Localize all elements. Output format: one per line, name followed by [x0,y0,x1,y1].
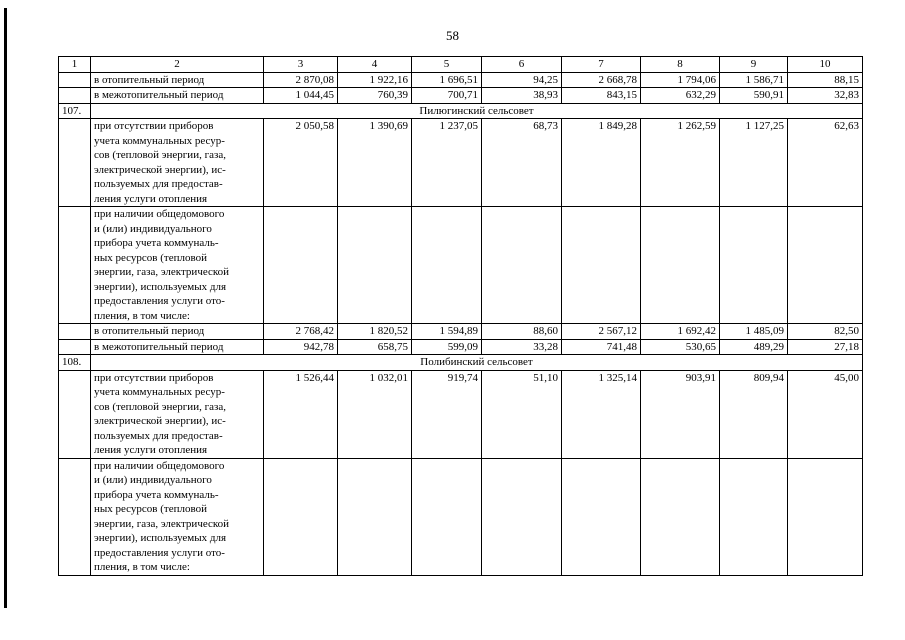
value-cell: 2 870,08 [264,72,338,88]
row-number [59,119,91,207]
value-cell: 843,15 [562,88,641,104]
row-number: 108. [59,355,91,371]
value-cell: 1 696,51 [412,72,482,88]
row-number: 107. [59,103,91,119]
value-cell [338,207,412,324]
value-cell [788,458,863,575]
header-cell: 7 [562,57,641,73]
value-cell: 88,15 [788,72,863,88]
value-cell [482,458,562,575]
table-row [59,207,863,324]
margin-bar [4,8,7,608]
value-cell: 489,29 [720,339,788,355]
value-cell: 658,75 [338,339,412,355]
header-cell: 5 [412,57,482,73]
header-cell: 9 [720,57,788,73]
value-cell: 1 390,69 [338,119,412,207]
header-cell: 1 [59,57,91,73]
table-row [59,324,863,340]
page-number: 58 [446,28,459,43]
value-cell: 1 526,44 [264,370,338,458]
row-label: при отсутствии приборов учета коммунальных ресур- сов (тепловой энергии, газа, электрической энергии), ис- пользуемых для предостав- ления услуги отопления [91,119,264,207]
value-cell: 82,50 [788,324,863,340]
header-cell: 6 [482,57,562,73]
value-cell: 632,29 [641,88,720,104]
value-cell [482,207,562,324]
value-cell [641,458,720,575]
value-cell: 1 032,01 [338,370,412,458]
value-cell: 2 768,42 [264,324,338,340]
value-cell: 599,09 [412,339,482,355]
value-cell [720,207,788,324]
value-cell: 809,94 [720,370,788,458]
row-label: при наличии общедомового и (или) индивидуального прибора учета коммуналь- ных ресурсов (тепловой энергии, газа, электрической энергии), используемых для предоставления услуги ото- пления, в том числе: [91,458,264,575]
value-cell: 51,10 [482,370,562,458]
header-cell: 10 [788,57,863,73]
value-cell: 1 692,42 [641,324,720,340]
row-number [59,207,91,324]
value-cell: 1 485,09 [720,324,788,340]
section-row [59,103,863,119]
value-cell: 68,73 [482,119,562,207]
value-cell: 2 668,78 [562,72,641,88]
value-cell: 1 922,16 [338,72,412,88]
value-cell [412,207,482,324]
header-cell: 8 [641,57,720,73]
row-label: при отсутствии приборов учета коммунальных ресур- сов (тепловой энергии, газа, электрической энергии), ис- пользуемых для предостав- ления услуги отопления [91,370,264,458]
table-body [59,57,863,576]
header-cell: 3 [264,57,338,73]
value-cell: 1 127,25 [720,119,788,207]
value-cell: 94,25 [482,72,562,88]
tariff-table [58,56,863,576]
row-label: в отопительный период [91,72,264,88]
row-label: в отопительный период [91,324,264,340]
section-title: Пилюгинский сельсовет [91,103,863,119]
value-cell: 590,91 [720,88,788,104]
value-cell [264,458,338,575]
value-cell: 1 849,28 [562,119,641,207]
value-cell: 1 586,71 [720,72,788,88]
value-cell: 1 044,45 [264,88,338,104]
value-cell [412,458,482,575]
row-number [59,458,91,575]
table-row [59,370,863,458]
row-label: при наличии общедомового и (или) индивидуального прибора учета коммуналь- ных ресурсов (тепловой энергии, газа, электрической энергии), используемых для предоставления услуги ото- пления, в том числе: [91,207,264,324]
value-cell: 1 325,14 [562,370,641,458]
value-cell: 530,65 [641,339,720,355]
value-cell: 45,00 [788,370,863,458]
value-cell: 1 237,05 [412,119,482,207]
table-row [59,119,863,207]
value-cell: 88,60 [482,324,562,340]
value-cell: 1 794,06 [641,72,720,88]
value-cell: 919,74 [412,370,482,458]
value-cell: 1 594,89 [412,324,482,340]
value-cell: 2 567,12 [562,324,641,340]
value-cell: 33,28 [482,339,562,355]
section-title: Полибинский сельсовет [91,355,863,371]
table-row [59,88,863,104]
row-label: в межотопительный период [91,88,264,104]
row-number [59,370,91,458]
value-cell [338,458,412,575]
value-cell: 760,39 [338,88,412,104]
value-cell: 942,78 [264,339,338,355]
table-row [59,458,863,575]
row-number [59,324,91,340]
header-cell: 4 [338,57,412,73]
value-cell [264,207,338,324]
row-label: в межотопительный период [91,339,264,355]
value-cell: 2 050,58 [264,119,338,207]
value-cell: 1 820,52 [338,324,412,340]
value-cell: 27,18 [788,339,863,355]
value-cell [641,207,720,324]
value-cell: 741,48 [562,339,641,355]
value-cell: 903,91 [641,370,720,458]
row-number [59,72,91,88]
value-cell [562,458,641,575]
section-row [59,355,863,371]
value-cell [562,207,641,324]
value-cell: 38,93 [482,88,562,104]
row-number [59,339,91,355]
header-cell: 2 [91,57,264,73]
table-row [59,72,863,88]
value-cell: 32,83 [788,88,863,104]
value-cell: 1 262,59 [641,119,720,207]
row-number [59,88,91,104]
header-row [59,57,863,73]
value-cell [788,207,863,324]
table-row [59,339,863,355]
value-cell [720,458,788,575]
value-cell: 62,63 [788,119,863,207]
value-cell: 700,71 [412,88,482,104]
